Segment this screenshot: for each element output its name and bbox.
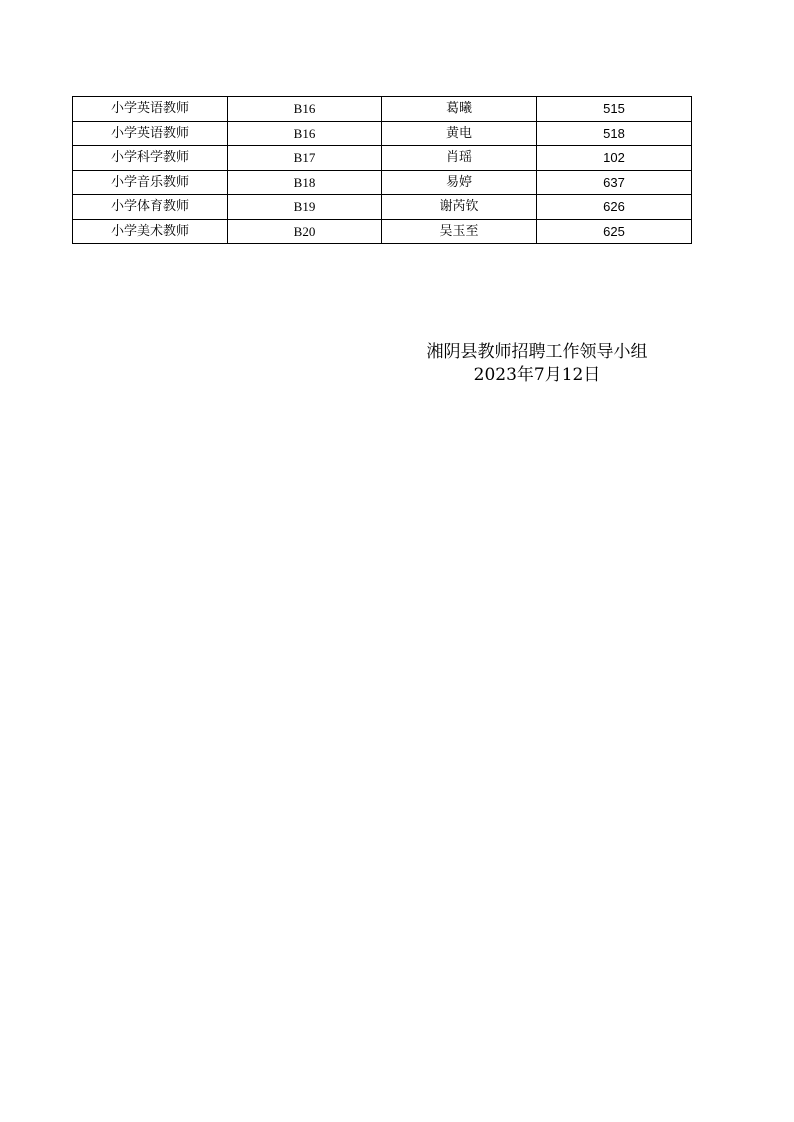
score-cell: 626 xyxy=(537,195,692,220)
position-cell: 小学英语教师 xyxy=(73,121,228,146)
table-row xyxy=(73,195,692,220)
name-cell: 肖瑶 xyxy=(382,146,537,171)
table-row xyxy=(73,170,692,195)
table-row xyxy=(73,97,692,122)
name-cell: 谢芮钦 xyxy=(382,195,537,220)
name-cell: 吴玉至 xyxy=(382,219,537,244)
name-cell: 黄电 xyxy=(382,121,537,146)
table-row xyxy=(73,219,692,244)
table-row xyxy=(73,146,692,171)
score-cell: 637 xyxy=(537,170,692,195)
code-cell: B17 xyxy=(228,146,382,171)
score-cell: 518 xyxy=(537,121,692,146)
position-cell: 小学体育教师 xyxy=(73,195,228,220)
position-cell: 小学英语教师 xyxy=(73,97,228,122)
position-cell: 小学音乐教师 xyxy=(73,170,228,195)
position-cell: 小学科学教师 xyxy=(73,146,228,171)
code-cell: B16 xyxy=(228,121,382,146)
score-cell: 625 xyxy=(537,219,692,244)
candidate-table xyxy=(72,96,692,244)
name-cell: 葛曦 xyxy=(382,97,537,122)
name-cell: 易婷 xyxy=(382,170,537,195)
issue-date: 2023年7月12日 xyxy=(473,365,601,385)
table-row xyxy=(73,121,692,146)
score-cell: 102 xyxy=(537,146,692,171)
code-cell: B20 xyxy=(228,219,382,244)
code-cell: B19 xyxy=(228,195,382,220)
signature-block xyxy=(398,341,676,387)
score-cell: 515 xyxy=(537,97,692,122)
code-cell: B18 xyxy=(228,170,382,195)
position-cell: 小学美术教师 xyxy=(73,219,228,244)
issuing-organization: 湘阴县教师招聘工作领导小组 xyxy=(426,342,648,362)
code-cell: B16 xyxy=(228,97,382,122)
